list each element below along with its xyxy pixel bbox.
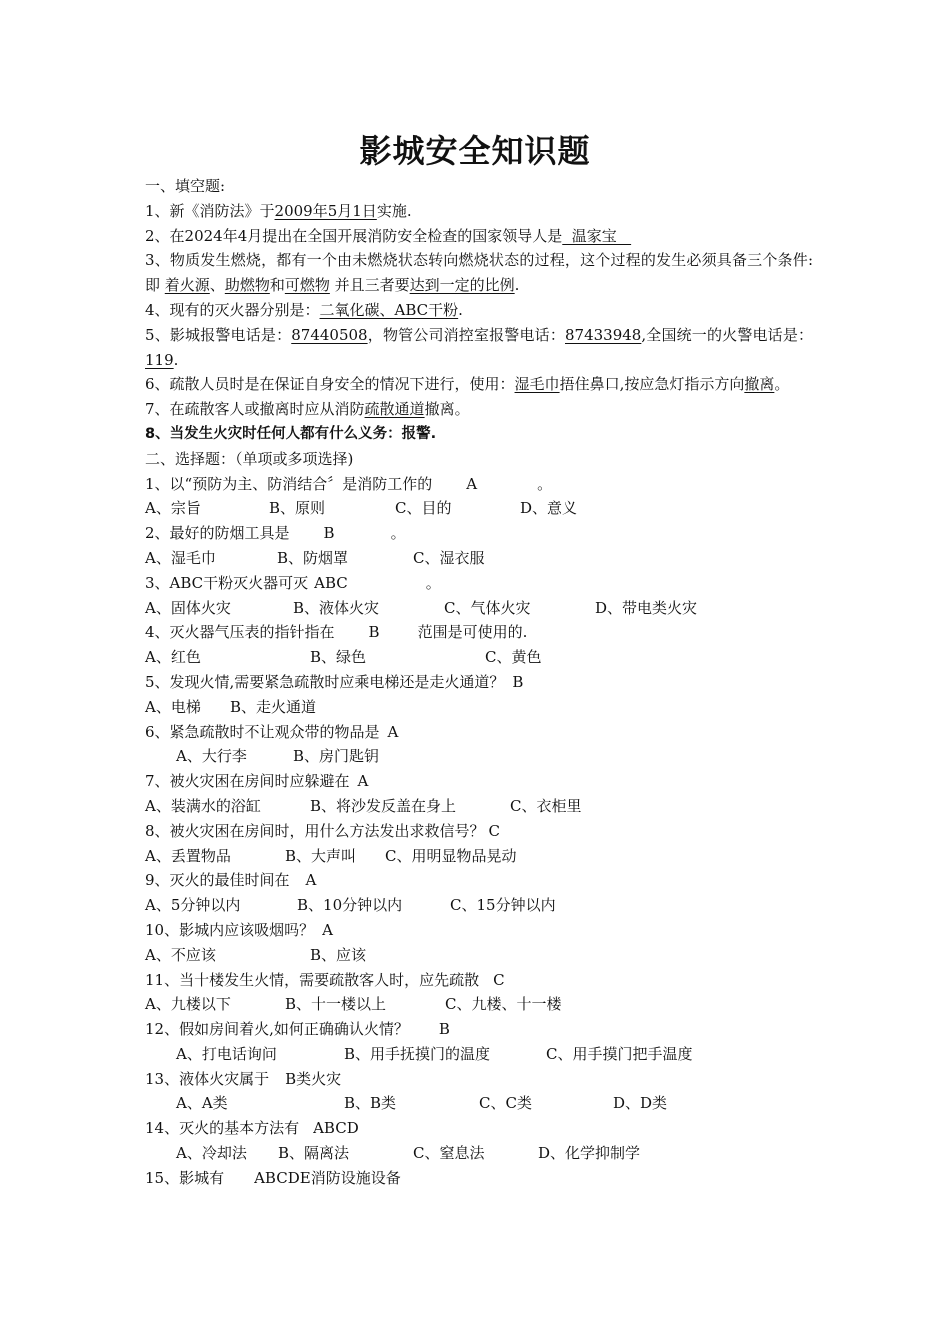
choice-question-list [145,472,813,1191]
answer-blank: 87440508 [291,325,368,344]
question-text: 12、假如房间着火,如何正确确认火情？ [145,1020,409,1039]
option-item: B、隔离法 [278,1144,350,1163]
option-item: B、应该 [310,945,367,964]
answer-blank: 2009年5月1日 [274,201,377,220]
answer-blank: 87433948 [565,325,642,344]
choice-options-1 [145,496,813,521]
answer-blank: 助燃物 [224,276,270,295]
option-item: C、气体火灾 [444,598,531,617]
question-text: 并且三者要 [329,276,410,295]
choice-question-9 [145,868,813,893]
choice-options-7 [145,794,813,819]
option-item: C、15分钟以内 [450,896,556,915]
question-text: 15、影城有 [145,1168,225,1187]
question-text: 7、在疏散客人或撤离时应从消防 [145,400,365,419]
option-item: B、绿色 [310,648,367,667]
option-item: D、D类 [613,1094,668,1113]
option-item: B、10分钟以内 [297,896,403,915]
fill-question-3 [145,248,813,298]
option-item: C、窒息法 [413,1144,485,1163]
question-text: 5、影城报警电话是： [145,325,292,344]
choice-question-6 [145,720,813,745]
option-item: A、九楼以下 [145,995,231,1014]
question-text: ,全国统一的火警电话是： [641,325,813,344]
answer-blank: 温家宝 [562,226,632,245]
option-item: A、湿毛巾 [145,548,216,567]
option-item: B、B类 [344,1094,397,1113]
question-text: . [458,300,463,319]
answer-blank: 二氧化碳、ABC干粉 [319,300,459,319]
option-item: B、防烟罩 [277,548,349,567]
option-item: A、5分钟以内 [145,896,241,915]
choice-options-2 [145,546,813,571]
page-title: 影城安全知识题 [359,132,591,170]
question-text: 6、疏散人员时是在保证自身安全的情况下进行，使用： [145,375,515,394]
choice-options-3 [145,596,813,621]
question-text: ，物管公司消控室报警电话： [367,325,565,344]
question-text: 2、最好的防烟工具是 [145,524,290,543]
question-text: 5、发现火情,需要紧急疏散时应乘电梯还是走火通道？ [145,672,505,691]
option-item: D、化学抑制学 [538,1144,641,1163]
question-text: 6、紧急疏散时不让观众带的物品是 [145,722,380,741]
choice-options-10 [145,943,813,968]
question-text: 13、液体火灾属于 [145,1069,270,1088]
option-item: C、湿衣服 [413,548,485,567]
option-item: B、液体火灾 [293,598,380,617]
option-item: C、黄色 [485,648,542,667]
option-item: A、红色 [145,648,201,667]
option-item: D、带电类火灾 [595,598,698,617]
question-text: 8、被火灾困在房间时，用什么方法发出求救信号？ [145,821,485,840]
option-item: C、用明显物品晃动 [385,846,517,865]
answer-text: B类火灾 [285,1069,342,1088]
option-item: C、九楼、十一楼 [445,995,562,1014]
choice-options-8 [145,844,813,869]
option-item: A、不应该 [145,945,216,964]
question-text: . [173,350,179,369]
question-text: 1、以“预防为主、防消结合〞是消防工作的 [145,474,433,493]
fill-question-4 [145,298,813,323]
answer-blank: 达到一定的比例 [409,276,515,295]
choice-options-4 [145,645,813,670]
fill-question-5 [145,323,813,373]
question-text: 撤离。 [424,400,470,419]
question-tail: 。 [425,573,441,592]
choice-options-5 [145,695,813,720]
section-heading-fill-in: 一、填空题: [145,177,226,195]
question-text: 9、灭火的最佳时间在 [145,871,290,890]
document-body [145,174,813,1191]
answer-blank: 119 [145,350,174,369]
fill-question-8: 8、当发生火灾时任何人都有什么义务：报警. [145,425,437,442]
question-text: 3、物质发生燃烧，都有一个由未燃烧状态转向燃烧状态的过程，这个过程的发生必须具备三个条件:即 [145,251,813,295]
choice-question-3 [145,571,813,596]
fill-question-6 [145,372,813,397]
question-text: 11、当十楼发生火情，需要疏散客人时，应先疏散 [145,970,480,989]
option-item: A、固体火灾 [145,598,231,617]
answer-text: B [512,672,524,691]
option-item: A、丢置物品 [145,846,231,865]
option-item: B、用手抚摸门的温度 [344,1044,491,1063]
question-text: 捂住鼻口,按应急灯指示方向 [559,375,745,394]
option-item: B、将沙发反盖在身上 [310,796,457,815]
choice-question-10 [145,918,813,943]
answer-text: A [305,871,317,890]
choice-options-9 [145,893,813,918]
choice-question-11 [145,968,813,993]
choice-question-12 [145,1017,813,1042]
choice-question-4 [145,620,813,645]
choice-question-8 [145,819,813,844]
option-item: A、宗旨 [145,499,201,518]
question-text: 3、ABC干粉灭火器可灭 [145,573,309,592]
option-item: C、目的 [395,499,452,518]
answer-blank: 着火源 [164,276,210,295]
option-item: C、C类 [479,1094,532,1113]
question-text: 和 [269,276,285,295]
choice-question-2 [145,521,813,546]
question-text: 10、影城内应该吸烟吗？ [145,920,315,939]
fill-question-1 [145,199,813,224]
question-text: 2、在2024年4月提出在全国开展消防安全检查的国家领导人是 [145,226,563,245]
option-item: A、装满水的浴缸 [145,796,261,815]
choice-options-12 [145,1042,813,1067]
answer-text: C [488,821,501,840]
choice-question-7 [145,769,813,794]
question-text: 4、现有的灭火器分别是： [145,300,320,319]
question-text: 实施. [376,201,412,220]
choice-question-15 [145,1166,813,1191]
option-item: D、意义 [520,499,578,518]
answer-text: ABCDE [254,1168,311,1187]
answer-blank: 可燃物 [284,276,330,295]
option-item: B、走火通道 [230,697,317,716]
question-text: 7、被火灾困在房间时应躲避在 [145,772,350,791]
choice-question-5 [145,670,813,695]
answer-blank: 疏散通道 [364,400,425,419]
question-tail: 。 [537,474,553,493]
answer-blank: 湿毛巾 [514,375,560,394]
answer-text: B [323,524,335,543]
answer-text: ABCD [313,1119,359,1138]
option-item: B、十一楼以上 [285,995,387,1014]
answer-text: C [493,970,505,989]
choice-question-14 [145,1116,813,1141]
choice-options-14 [145,1141,813,1166]
question-text: 。 [774,375,790,394]
answer-text: A [322,920,333,939]
option-item: C、用手摸门把手温度 [546,1044,693,1063]
option-item: A、冷却法 [176,1144,247,1163]
option-item: A、打电话询问 [176,1044,277,1063]
choice-question-1 [145,472,813,497]
question-text: 4、灭火器气压表的指针指在 [145,623,335,642]
answer-text: ABC [314,573,348,592]
question-tail: 消防设施设备 [310,1168,401,1187]
option-item: A、A类 [176,1094,228,1113]
question-text: 1、新《消防法》于 [145,201,275,220]
question-text: 14、灭火的基本方法有 [145,1119,300,1138]
option-item: B、大声叫 [285,846,357,865]
answer-text: A [466,474,478,493]
question-text: 、 [209,276,225,295]
question-text: . [514,276,520,295]
answer-text: B [438,1020,450,1039]
choice-question-13 [145,1067,813,1092]
question-tail: 范围是可使用的. [417,623,528,642]
answer-text: A [387,722,399,741]
choice-options-6 [145,744,813,769]
answer-text: A [357,772,369,791]
option-item: A、大行李 [176,747,247,766]
choice-options-13 [145,1091,813,1116]
question-tail: 。 [390,524,406,543]
fill-question-7 [145,397,813,422]
option-item: A、电梯 [145,697,201,716]
fill-question-2 [145,224,813,249]
answer-text: B [368,623,380,642]
choice-options-11 [145,992,813,1017]
option-item: B、房门匙钥 [293,747,380,766]
answer-blank: 撤离 [744,375,775,394]
section-heading-choice: 二、选择题：（单项或多项选择) [145,449,354,468]
option-item: C、衣柜里 [510,796,582,815]
option-item: B、原则 [269,499,326,518]
